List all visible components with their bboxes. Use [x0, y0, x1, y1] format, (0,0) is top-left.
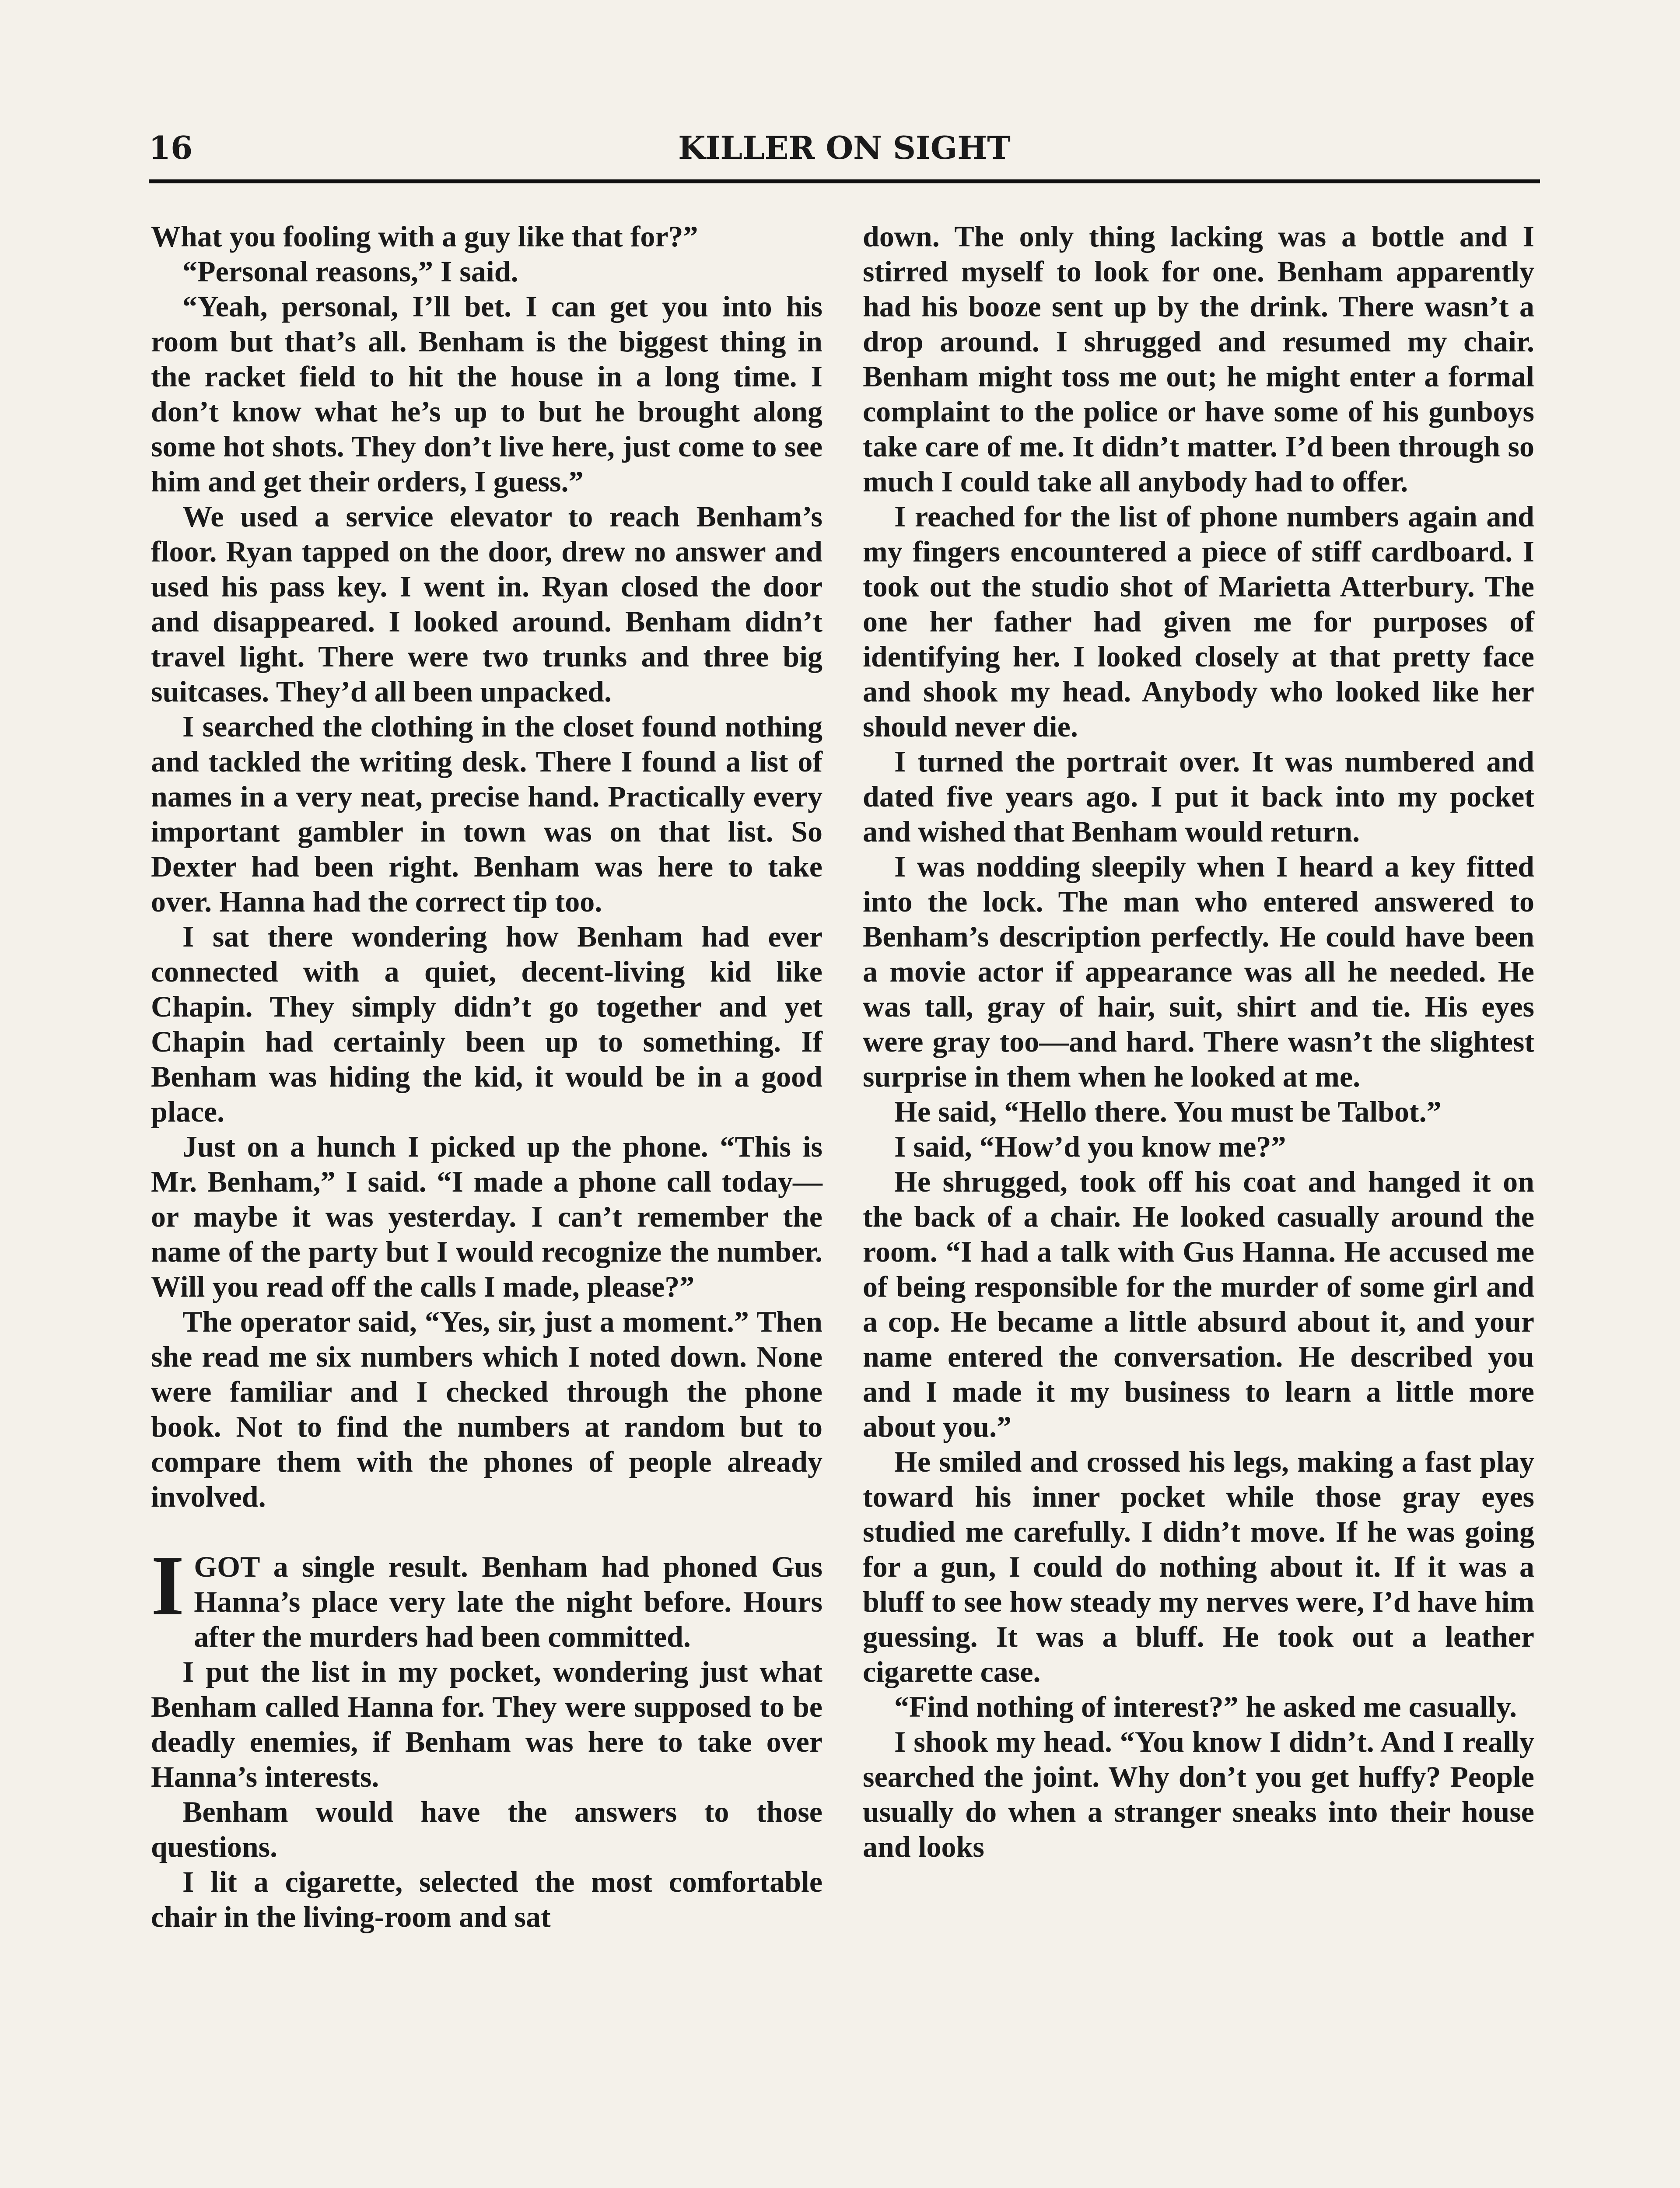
paragraph: “Yeah, personal, I’ll bet. I can get you into his room but that’s all. Benham is the biggest thing in the racket field to hit the house in a long time. I don’t know what he’s up to but he brought along some hot shots. They don’t live here, just come to see him and get their orders, I guess.” [151, 290, 822, 498]
paragraph: I sat there wondering how Benham had ever connected with a quiet, decent-living kid like Chapin. They simply didn’t go together and yet Chapin had certainly been up to something. If Benham was hiding the kid, it would be in a good place. [151, 920, 822, 1128]
paragraph: He smiled and crossed his legs, making a fast play toward his inner pocket while those gray eyes studied me carefully. I didn’t move. If he was going for a gun, I could do nothing about it. If it was a bluff to see how steady my nerves were, I’d have him guessing. It was a bluff. He took out a leather cigarette case. [863, 1445, 1534, 1688]
paragraph: down. The only thing lacking was a bottle and I stirred myself to look for one. Benham apparently had his booze sent up by the drink. There wasn’t a drop around. I shrugged and resumed my chair. Benham might toss me out; he might enter a formal complaint to the police or have some of his gunboys take care of me. It didn’t matter. I’d been through so much I could take all anybody had to offer. [863, 220, 1534, 498]
paragraph: The operator said, “Yes, sir, just a moment.” Then she read me six numbers which I noted down. None were familiar and I checked through the phone book. Not to find the numbers at random but to compare them with the phones of people already involved. [151, 1305, 822, 1513]
right-column [863, 219, 1534, 1864]
paragraph: Benham would have the answers to those questions. [151, 1795, 822, 1863]
paragraph: We used a service elevator to reach Benham’s floor. Ryan tapped on the door, drew no answer and used his pass key. I went in. Ryan closed the door and disappeared. I looked around. Benham didn’t travel light. There were two trunks and three big suitcases. They’d all been unpacked. [151, 500, 822, 708]
left-column [151, 219, 822, 1934]
paragraph: Just on a hunch I picked up the phone. “This is Mr. Benham,” I said. “I made a phone call today—or maybe it was yesterday. I can’t remember the name of the party but I would recognize the number. Will you read off the calls I made, please?” [151, 1130, 822, 1303]
paragraph: I shook my head. “You know I didn’t. And I really searched the joint. Why don’t you get huffy? People usually do when a stranger sneaks into their house and looks [863, 1725, 1534, 1863]
paragraph: He said, “Hello there. You must be Talbot.” [894, 1095, 1442, 1128]
page-header [149, 129, 1540, 177]
paragraph: I reached for the list of phone numbers again and my fingers encountered a piece of stiff cardboard. I took out the studio shot of Marietta Atterbury. The one her father had given me for purposes of identifying her. I looked closely at that pretty face and shook my head. Anybody who looked like her should never die. [863, 500, 1534, 743]
page-number: 16 [149, 129, 193, 166]
paragraph: I put the list in my pocket, wondering just what Benham called Hanna for. They were supposed to be deadly enemies, if Benham was here to take over Hanna’s interests. [151, 1655, 822, 1793]
paragraph: “Personal reasons,” I said. [182, 255, 518, 288]
paragraph: What you fooling with a guy like that for?” [151, 220, 698, 253]
paragraph: He shrugged, took off his coat and hanged it on the back of a chair. He looked casually around the room. “I had a talk with Gus Hanna. He accused me of being responsible for the murder of some girl and a cop. He became a little absurd about it, and your name entered the conversation. He described you and I made it my business to learn a little more about you.” [863, 1165, 1534, 1443]
running-title: KILLER ON SIGHT [678, 129, 1011, 166]
header-rule [149, 179, 1540, 183]
dropcap-text: GOT a single result. Benham had phoned Gus Hanna’s place very late the night before. Hours after the murders had been committed. [194, 1550, 822, 1653]
paragraph: I said, “How’d you know me?” [894, 1130, 1286, 1163]
paragraph: I was nodding sleepily when I heard a key fitted into the lock. The man who entered answered to Benham’s description perfectly. He could have been a movie actor if appearance was all he needed. He was tall, gray of hair, suit, shirt and tie. His eyes were gray too—and hard. There wasn’t the slightest surprise in them when he looked at me. [863, 850, 1534, 1093]
dropcap-paragraph [151, 1538, 822, 1654]
dropcap-letter: I [151, 1538, 185, 1633]
paragraph: I searched the clothing in the closet found nothing and tackled the writing desk. There I found a list of names in a very neat, precise hand. Practically every important gambler in town was on that list. So Dexter had been right. Benham was here to take over. Hanna had the correct tip too. [151, 710, 822, 918]
paragraph: I lit a cigarette, selected the most comfortable chair in the living-room and sat [151, 1865, 822, 1933]
paragraph: I turned the portrait over. It was numbered and dated five years ago. I put it back into my pocket and wished that Benham would return. [863, 745, 1534, 848]
paragraph: “Find nothing of interest?” he asked me casually. [894, 1690, 1517, 1723]
